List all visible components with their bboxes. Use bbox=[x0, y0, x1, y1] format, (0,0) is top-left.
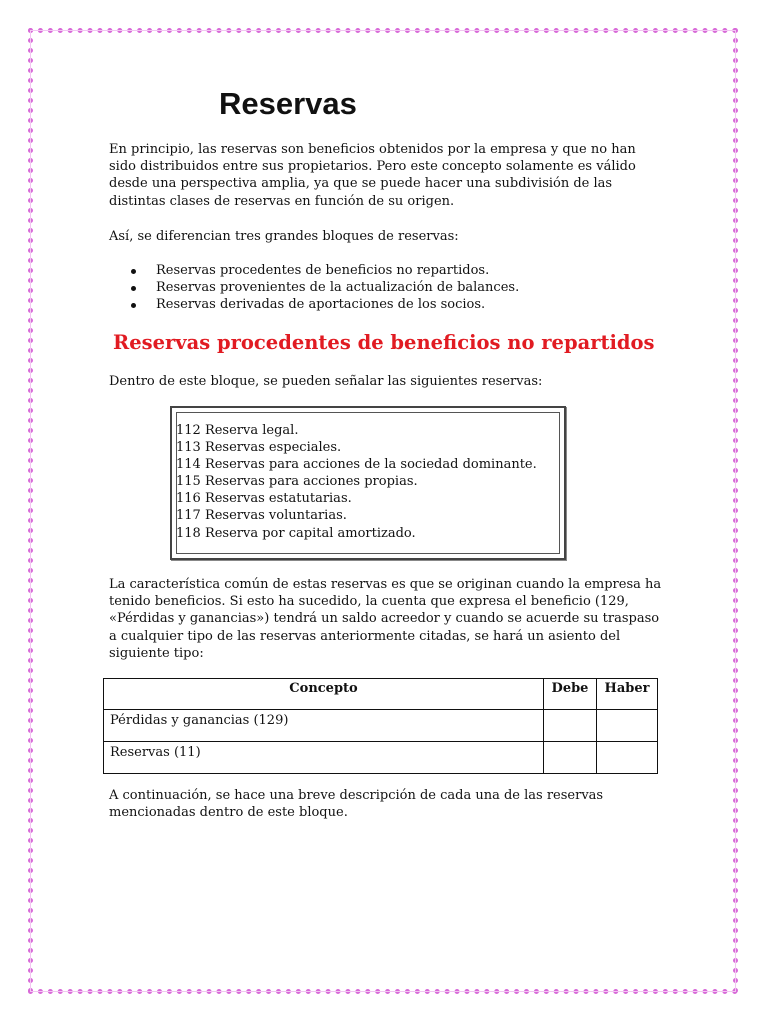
cell-concepto: Reservas (11) bbox=[104, 742, 544, 774]
blocks-list bbox=[109, 262, 519, 314]
account-item: 114 Reservas para acciones de la sociedad dominante. bbox=[176, 457, 537, 473]
characteristic-line: tenido beneficios. Si esto ha sucedido, la cuenta que expresa el beneficio (129, bbox=[109, 594, 629, 610]
cell-haber bbox=[597, 742, 658, 774]
characteristic-line: La característica común de estas reservas es que se originan cuando la empresa ha bbox=[109, 577, 662, 592]
list-item-text: Reservas provenientes de la actualización de balances. bbox=[156, 280, 520, 296]
page-title: Reservas bbox=[219, 86, 357, 121]
blocks-intro: Así, se diferencian tres grandes bloques de reservas: bbox=[109, 229, 459, 244]
intro-line: desde una perspectiva amplia, ya que se puede hacer una subdivisión de las bbox=[109, 176, 613, 192]
section-heading: Reservas procedentes de beneficios no repartidos bbox=[113, 331, 655, 354]
table-row bbox=[104, 742, 658, 774]
list-item-text: Reservas derivadas de aportaciones de los socios. bbox=[156, 297, 486, 313]
cell-debe bbox=[544, 742, 597, 774]
intro-paragraph bbox=[109, 141, 649, 210]
list-item bbox=[109, 262, 519, 279]
bullet-icon bbox=[131, 286, 136, 291]
column-header-debe: Debe bbox=[544, 679, 597, 710]
journal-entry-table bbox=[103, 678, 658, 774]
intro-line: distintas clases de reservas en función de su origen. bbox=[109, 193, 455, 209]
section-intro: Dentro de este bloque, se pueden señalar las siguientes reservas: bbox=[109, 374, 543, 389]
account-item: 112 Reserva legal. bbox=[176, 423, 299, 438]
closing-paragraph bbox=[109, 787, 649, 821]
accounts-list bbox=[176, 422, 537, 542]
table-header-row bbox=[104, 679, 658, 710]
account-item: 116 Reservas estatutarias. bbox=[176, 491, 352, 507]
list-item bbox=[109, 296, 519, 313]
cell-haber bbox=[597, 710, 658, 742]
bullet-icon bbox=[131, 303, 136, 308]
account-item: 118 Reserva por capital amortizado. bbox=[176, 525, 416, 541]
closing-line: mencionadas dentro de este bloque. bbox=[109, 805, 348, 821]
characteristic-paragraph bbox=[109, 576, 662, 662]
list-item bbox=[109, 279, 519, 296]
intro-line: sido distribuidos entre sus propietarios. Pero este concepto solamente es válido bbox=[109, 159, 636, 175]
account-item: 115 Reservas para acciones propias. bbox=[176, 474, 418, 490]
cell-debe bbox=[544, 710, 597, 742]
account-item: 117 Reservas voluntarias. bbox=[176, 508, 347, 524]
column-header-concepto: Concepto bbox=[104, 679, 544, 710]
characteristic-line: «Pérdidas y ganancias») tendrá un saldo acreedor y cuando se acuerde su traspaso bbox=[109, 611, 660, 627]
cell-concepto: Pérdidas y ganancias (129) bbox=[104, 710, 544, 742]
closing-line: A continuación, se hace una breve descripción de cada una de las reservas bbox=[109, 788, 604, 803]
characteristic-line: siguiente tipo: bbox=[109, 645, 204, 661]
characteristic-line: a cualquier tipo de las reservas anteriormente citadas, se hará un asiento del bbox=[109, 628, 621, 644]
bullet-icon bbox=[131, 269, 136, 274]
list-item-text: Reservas procedentes de beneficios no repartidos. bbox=[156, 263, 490, 278]
table-row bbox=[104, 710, 658, 742]
column-header-haber: Haber bbox=[597, 679, 658, 710]
intro-line: En principio, las reservas son beneficios obtenidos por la empresa y que no han bbox=[109, 142, 636, 157]
account-item: 113 Reservas especiales. bbox=[176, 440, 342, 456]
